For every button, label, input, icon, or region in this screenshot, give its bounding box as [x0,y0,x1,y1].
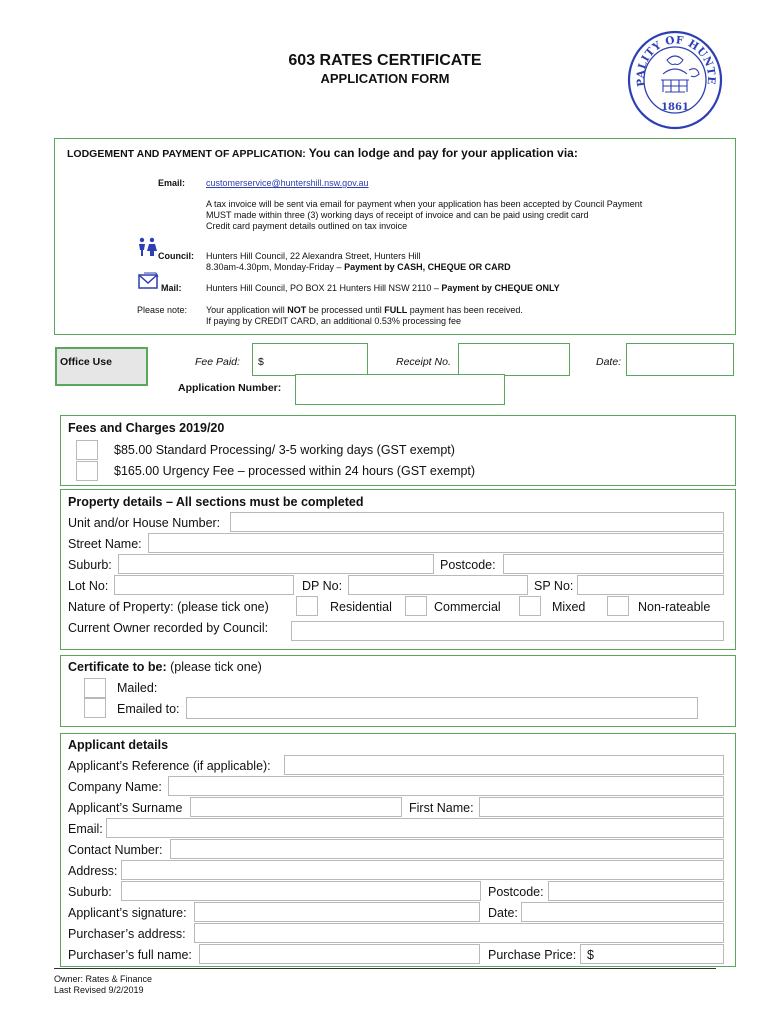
fee-standard-checkbox[interactable] [76,440,98,460]
tax-invoice-text: A tax invoice will be sent via email for payment when your application has been accepted by Council Payment MUST made within three (3) working days of receipt of invoice and can be paid using credit card Credit card payment details outlined on tax invoice [206,199,643,231]
signature-input[interactable] [194,902,480,922]
first-name-input[interactable] [479,797,724,817]
suburb-input[interactable] [118,554,434,574]
sp-label: SP No: [534,579,574,593]
nature-residential-label: Residential [330,600,392,614]
office-date-label: Date: [596,356,622,368]
unit-input[interactable] [230,512,724,532]
sp-input[interactable] [577,575,724,595]
emailed-input[interactable] [186,697,698,719]
purchase-price-currency: $ [587,948,594,962]
receipt-label: Receipt No. [396,356,451,368]
company-label: Company Name: [68,780,162,794]
suburb-label: Suburb: [68,558,112,572]
purchaser-address-label: Purchaser’s address: [68,927,186,941]
address-label: Address: [68,864,118,878]
postcode-input[interactable] [503,554,724,574]
seal-text: PALITY OF HUNTE [634,34,718,88]
footer-divider [54,968,716,969]
certificate-heading: Certificate to be: (please tick one) [68,660,262,674]
purchaser-name-input[interactable] [199,944,480,964]
office-date-field[interactable] [626,343,734,376]
contact-input[interactable] [170,839,724,859]
signature-label: Applicant’s signature: [68,906,187,920]
applicant-email-label: Email: [68,822,103,836]
address-input[interactable] [121,860,724,880]
lot-label: Lot No: [68,579,109,593]
fee-paid-currency: $ [258,356,264,368]
fees-heading: Fees and Charges 2019/20 [68,421,225,435]
applicant-suburb-label: Suburb: [68,885,112,899]
nature-nonrateable-label: Non-rateable [638,600,711,614]
emailed-label: Emailed to: [117,702,180,716]
mailed-label: Mailed: [117,681,158,695]
nature-commercial-label: Commercial [434,600,501,614]
purchaser-name-label: Purchaser’s full name: [68,948,192,962]
lodgement-heading: LODGEMENT AND PAYMENT OF APPLICATION: You can lodge and pay for your application via: [67,146,578,160]
surname-label: Applicant’s Surname [68,801,183,815]
app-number-label: Application Number: [178,382,282,394]
owner-input[interactable] [291,621,724,641]
mailed-checkbox[interactable] [84,678,106,698]
street-label: Street Name: [68,537,142,551]
applicant-date-label: Date: [488,906,518,920]
unit-label: Unit and/or House Number: [68,516,221,530]
council-text: Hunters Hill Council, 22 Alexandra Street, Hunters Hill 8.30am-4.30pm, Monday-Friday – Payment by CASH, CHEQUE OR CARD [206,251,511,272]
form-subtitle: APPLICATION FORM [320,71,450,86]
app-number-field[interactable] [295,374,505,405]
dp-input[interactable] [348,575,528,595]
nature-mixed-checkbox[interactable] [519,596,541,616]
applicant-date-input[interactable] [521,902,724,922]
property-heading: Property details – All sections must be completed [68,495,364,509]
applicant-postcode-label: Postcode: [488,885,544,899]
applicant-postcode-input[interactable] [548,881,724,901]
council-seal [627,30,723,130]
postcode-label: Postcode: [440,558,496,572]
fee-urgency-checkbox[interactable] [76,461,98,481]
mail-label: Mail: [161,283,182,293]
contact-label: Contact Number: [68,843,163,857]
seal-year: 1861 [661,102,689,113]
note-text: Your application will NOT be processed until FULL payment has been received. If paying by CREDIT CARD, an additional 0.53% processing fee [206,305,523,326]
reference-input[interactable] [284,755,724,775]
council-label: Council: [158,251,194,261]
fee-paid-label: Fee Paid: [195,356,240,368]
note-label: Please note: [137,305,188,315]
fee-standard-label: $85.00 Standard Processing/ 3-5 working days (GST exempt) [114,443,455,457]
svg-text:MUNICIPALITY OF HUNTERS HILL [627,30,717,87]
nature-nonrateable-checkbox[interactable] [607,596,629,616]
people-icon [137,237,157,257]
form-title: 603 RATES CERTIFICATE [288,52,482,69]
nature-commercial-checkbox[interactable] [405,596,427,616]
mail-text: Hunters Hill Council, PO BOX 21 Hunters Hill NSW 2110 – Payment by CHEQUE ONLY [206,283,560,293]
fee-urgency-label: $165.00 Urgency Fee – processed within 24 hours (GST exempt) [114,464,476,478]
dp-label: DP No: [302,579,343,593]
street-input[interactable] [148,533,724,553]
receipt-field[interactable] [458,343,570,376]
nature-label: Nature of Property: (please tick one) [68,600,269,614]
footer-owner: Owner: Rates & Finance [54,974,153,984]
office-use-label: Office Use [60,356,112,368]
first-name-label: First Name: [409,801,474,815]
mail-icon [138,272,160,290]
surname-input[interactable] [190,797,402,817]
purchaser-address-input[interactable] [194,923,724,943]
applicant-suburb-input[interactable] [121,881,481,901]
emailed-checkbox[interactable] [84,698,106,718]
footer-revised: Last Revised 9/2/2019 [54,985,144,995]
nature-mixed-label: Mixed [552,600,586,614]
purchase-price-input[interactable] [580,944,724,964]
applicant-heading: Applicant details [68,738,169,752]
company-input[interactable] [168,776,724,796]
applicant-email-input[interactable] [106,818,724,838]
email-label: Email: [158,178,186,188]
reference-label: Applicant’s Reference (if applicable): [68,759,271,773]
purchase-price-label: Purchase Price: [488,948,577,962]
footer-text [54,974,152,996]
lot-input[interactable] [114,575,294,595]
owner-label: Current Owner recorded by Council: [68,621,269,635]
email-link[interactable]: customerservice@huntershill.nsw.gov.au [206,178,369,188]
nature-residential-checkbox[interactable] [296,596,318,616]
fee-paid-field[interactable] [252,343,368,376]
